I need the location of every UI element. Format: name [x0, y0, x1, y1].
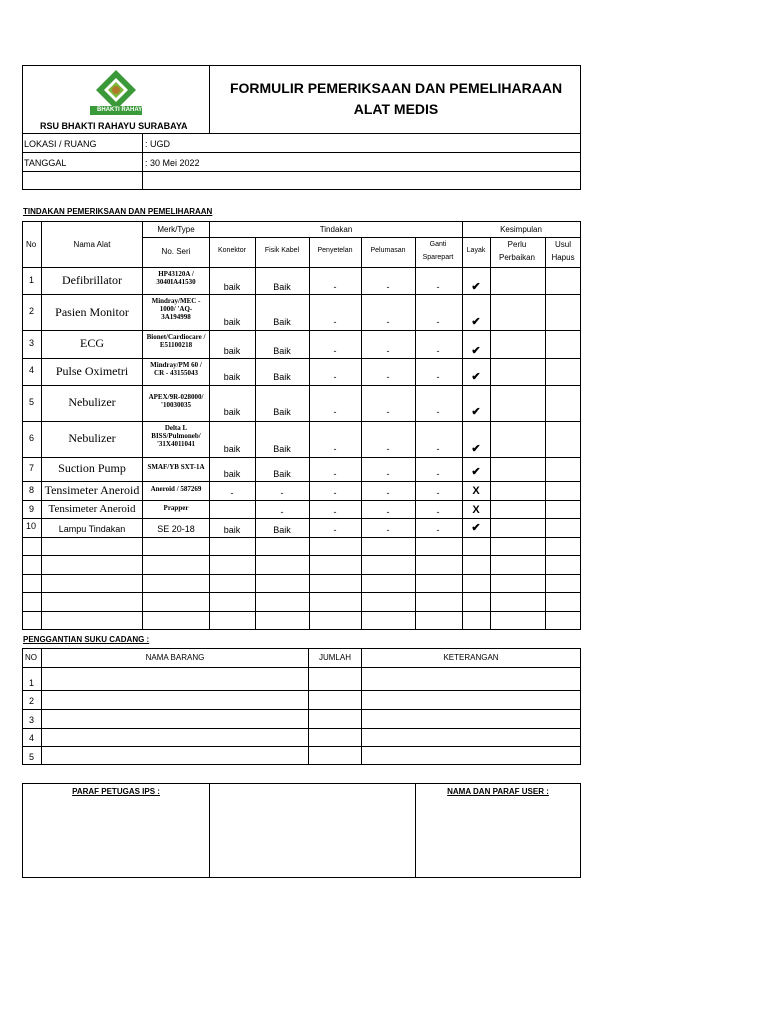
- row-no: 7: [29, 463, 35, 473]
- row-seri: APEX/9R-028000/ '10030035: [148, 393, 204, 409]
- row-pelumasan: -: [386, 444, 390, 454]
- sp-header-no: NO: [25, 653, 37, 662]
- row-pelumasan: -: [386, 525, 390, 535]
- row-pelumasan: -: [386, 469, 390, 479]
- hospital-name: RSU BHAKTI RAHAYU SURABAYA: [40, 121, 188, 131]
- row-penyetelan: -: [333, 507, 337, 517]
- row-fisik: Baik: [273, 282, 291, 292]
- row-layak-mark: ✔: [471, 316, 481, 328]
- section2-title: PENGGANTIAN SUKU CADANG :: [23, 635, 150, 644]
- row-layak-mark: ✔: [471, 443, 481, 455]
- row-fisik: Baik: [273, 444, 291, 454]
- row-ganti: -: [436, 372, 440, 382]
- row-no: 5: [29, 397, 35, 407]
- row-fisik: Baik: [273, 469, 291, 479]
- header-no-seri: No. Seri: [161, 247, 191, 256]
- header-merk-type: Merk/Type: [157, 225, 195, 234]
- sp-row-no: 3: [29, 715, 35, 725]
- header-tindakan: Tindakan: [319, 225, 353, 234]
- header-perlu-2: Perbaikan: [498, 253, 536, 262]
- row-penyetelan: -: [333, 525, 337, 535]
- row-pelumasan: -: [386, 372, 390, 382]
- header-nama-alat: Nama Alat: [73, 240, 111, 249]
- row-konektor: baik: [223, 407, 241, 417]
- row-layak-mark: ✔: [471, 345, 481, 357]
- row-no: 10: [26, 521, 37, 531]
- row-nama: Nebulizer: [68, 431, 116, 445]
- header-layak: Layak: [466, 247, 486, 254]
- spareparts-table: [22, 648, 581, 765]
- header-kesimpulan: Kesimpulan: [500, 225, 542, 234]
- header-usul-2: Hapus: [551, 253, 575, 262]
- row-ganti: -: [436, 407, 440, 417]
- row-seri: Bionet/Cardiocare / E51100218: [146, 333, 206, 349]
- section1-title: TINDAKAN PEMERIKSAAN DAN PEMELIHARAAN: [23, 207, 213, 216]
- sp-row-no: 2: [29, 696, 35, 706]
- row-pelumasan: -: [386, 507, 390, 517]
- lokasi-label: LOKASI / RUANG: [24, 139, 97, 149]
- row-pelumasan: -: [386, 488, 390, 498]
- row-layak-mark: ✔: [471, 466, 481, 478]
- row-konektor: baik: [223, 444, 241, 454]
- row-no: 6: [29, 433, 35, 443]
- row-konektor: baik: [223, 372, 241, 382]
- row-konektor: -: [230, 488, 234, 498]
- row-nama: Lampu Tindakan: [58, 524, 126, 534]
- row-seri: Aneroid / 587269: [150, 485, 202, 493]
- lokasi-value: : UGD: [145, 139, 171, 149]
- row-no: 3: [29, 338, 35, 348]
- row-ganti: -: [436, 346, 440, 356]
- row-penyetelan: -: [333, 346, 337, 356]
- header-konektor: Konektor: [217, 247, 247, 254]
- sp-header-nama: NAMA BARANG: [145, 653, 205, 662]
- tanggal-value: : 30 Mei 2022: [145, 158, 200, 168]
- row-ganti: -: [436, 507, 440, 517]
- row-penyetelan: -: [333, 282, 337, 292]
- header-pelumasan: Pelumasan: [370, 247, 406, 254]
- row-layak-mark: ✔: [471, 281, 481, 293]
- row-seri: HP43120A / 3040IA41530: [156, 270, 196, 286]
- sp-row-no: 1: [29, 678, 35, 688]
- row-nama: Nebulizer: [68, 395, 116, 409]
- header-perlu-1: Perlu: [507, 240, 527, 249]
- hospital-logo: [88, 68, 147, 116]
- form-title-line2: ALAT MEDIS: [353, 101, 439, 117]
- row-no: 9: [29, 504, 35, 514]
- signature-block: [22, 783, 581, 878]
- row-pelumasan: -: [386, 317, 390, 327]
- row-seri: SE 20-18: [157, 524, 195, 534]
- signature-user-label: NAMA DAN PARAF USER :: [447, 787, 549, 796]
- row-konektor: baik: [223, 282, 241, 292]
- row-fisik: Baik: [273, 372, 291, 382]
- sp-row-no: 5: [29, 752, 35, 762]
- row-penyetelan: -: [333, 317, 337, 327]
- logo-text: BHAKTI RAHAYU: [97, 107, 147, 113]
- sp-header-keterangan: KETERANGAN: [443, 653, 499, 662]
- header-usul-1: Usul: [554, 240, 572, 249]
- row-no: 8: [29, 485, 35, 495]
- row-penyetelan: -: [333, 372, 337, 382]
- row-seri: Delta L BISS/Pulmoneb/ '31X4011041: [151, 424, 201, 448]
- row-layak-mark: ✔: [471, 406, 481, 418]
- row-fisik: Baik: [273, 346, 291, 356]
- signature-petugas-label: PARAF PETUGAS IPS :: [72, 787, 160, 796]
- sp-row-no: 4: [29, 733, 35, 743]
- row-fisik: -: [280, 507, 284, 517]
- row-fisik: -: [280, 488, 284, 498]
- row-nama: Tensimeter Aneroid: [44, 483, 140, 497]
- row-layak-mark: ✔: [471, 522, 481, 534]
- row-pelumasan: -: [386, 346, 390, 356]
- row-nama: Pulse Oximetri: [55, 364, 129, 378]
- row-ganti: -: [436, 525, 440, 535]
- row-seri: Prapper: [163, 504, 189, 512]
- row-penyetelan: -: [333, 444, 337, 454]
- header-penyetelan: Penyetelan: [317, 247, 353, 254]
- row-no: 1: [29, 275, 35, 285]
- row-nama: Pasien Monitor: [55, 305, 129, 319]
- row-layak-mark: ✔: [471, 371, 481, 383]
- row-pelumasan: -: [386, 407, 390, 417]
- sp-header-jumlah: JUMLAH: [318, 653, 352, 662]
- row-nama: Suction Pump: [58, 461, 126, 475]
- row-konektor: baik: [223, 317, 241, 327]
- row-nama: ECG: [80, 336, 104, 350]
- row-ganti: -: [436, 469, 440, 479]
- row-pelumasan: -: [386, 282, 390, 292]
- header-no: No: [26, 240, 37, 249]
- row-ganti: -: [436, 488, 440, 498]
- row-nama: Defibrillator: [62, 273, 122, 287]
- row-konektor: baik: [223, 469, 241, 479]
- row-layak-mark: X: [472, 504, 480, 516]
- row-nama: Tensimeter Aneroid: [48, 503, 136, 515]
- row-fisik: Baik: [273, 525, 291, 535]
- row-seri: Mindray/PM 60 / CR - 43155043: [150, 361, 202, 377]
- row-penyetelan: -: [333, 469, 337, 479]
- row-layak-mark: X: [472, 485, 480, 497]
- row-fisik: Baik: [273, 317, 291, 327]
- row-ganti: -: [436, 317, 440, 327]
- row-seri: Mindray/MEC - 1000/ 'AQ-3A194998: [151, 297, 201, 321]
- row-seri: SMAF/YB SXT-1A: [147, 463, 205, 471]
- row-fisik: Baik: [273, 407, 291, 417]
- row-no: 4: [29, 365, 35, 375]
- header-fisik-kabel: Fisik Kabel: [264, 247, 300, 254]
- tanggal-label: TANGGAL: [24, 158, 67, 168]
- row-ganti: -: [436, 282, 440, 292]
- form-title-line1: FORMULIR PEMERIKSAAN DAN PEMELIHARAAN: [229, 80, 563, 96]
- header-ganti-1: Ganti: [429, 241, 447, 248]
- row-no: 2: [29, 306, 35, 316]
- header-divider: [209, 65, 210, 133]
- row-konektor: baik: [223, 525, 241, 535]
- header-ganti-2: Sparepart: [422, 254, 454, 261]
- row-konektor: baik: [223, 346, 241, 356]
- row-penyetelan: -: [333, 407, 337, 417]
- row-ganti: -: [436, 444, 440, 454]
- row-penyetelan: -: [333, 488, 337, 498]
